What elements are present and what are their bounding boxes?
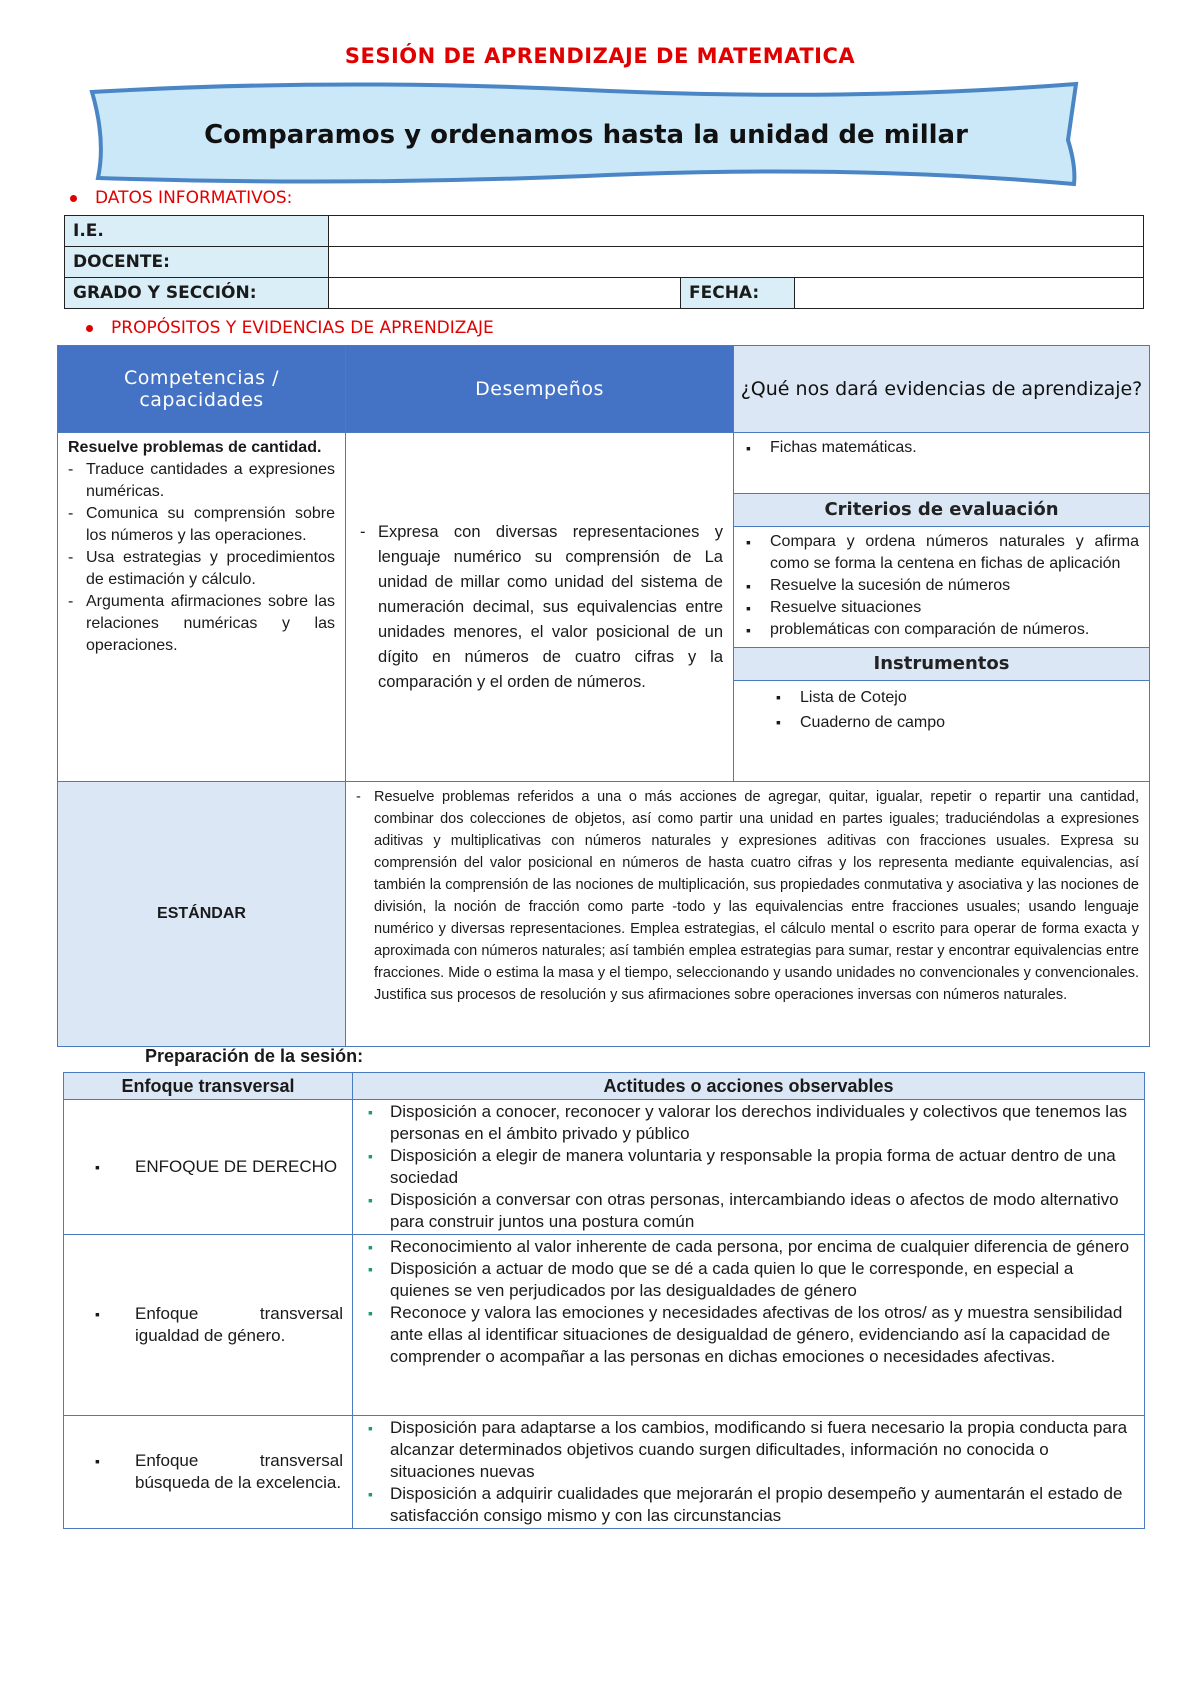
enfoque-row-3	[64, 1416, 353, 1529]
propositos-heading-label: PROPÓSITOS Y EVIDENCIAS DE APRENDIZAJE	[111, 318, 494, 338]
evidencia-block	[734, 433, 1149, 493]
list-item: ▪ problemáticas con comparación de números.	[744, 619, 1139, 641]
header-evidencias: ¿Qué nos dará evidencias de aprendizaje?	[734, 346, 1150, 433]
enfoque-row-1	[64, 1100, 353, 1235]
datos-heading-label: DATOS INFORMATIVOS:	[95, 188, 293, 208]
list-item: ▪ Compara y ordena números naturales y afirma como se forma la centena en fichas de aplicación	[744, 531, 1139, 575]
actitudes-cell	[353, 1416, 1145, 1529]
evidencia-list	[744, 437, 1139, 459]
bullet-icon	[70, 195, 77, 202]
enfoques-table	[63, 1072, 1145, 1529]
list-item: - Traduce cantidades a expresiones numéricas.	[68, 459, 335, 503]
list-item: ▪ Reconocimiento al valor inherente de cada persona, por encima de cualquier diferencia de género	[354, 1236, 1135, 1258]
grado-label: GRADO Y SECCIÓN:	[65, 278, 329, 309]
header-desempenos: Desempeños	[346, 346, 734, 433]
estandar-list	[356, 786, 1139, 1006]
list-item: ▪ Resuelve situaciones	[744, 597, 1139, 619]
ie-value[interactable]	[329, 216, 1144, 247]
bullet-icon: ▪	[95, 1453, 100, 1469]
desempeno-text: - Expresa con diversas representaciones y lenguaje numérico su comprensión de La unidad de millar como unidad del sistema de numeración decimal, sus equivalencias entre unidades menores, el valor posicional de un dígito en números de cuatro cifras y la comparación y el orden de números.	[360, 520, 723, 695]
competencias-table	[57, 345, 1150, 1047]
docente-value[interactable]	[329, 247, 1144, 278]
bullet-icon: ▪	[95, 1306, 100, 1322]
list-item: ▪ Disposición a conocer, reconocer y valorar los derechos individuales y colectivos que tenemos las personas en el ámbito privado y público	[354, 1101, 1135, 1145]
estandar-cell	[346, 782, 1150, 1047]
list-item: - Comunica su comprensión sobre los números y las operaciones.	[68, 503, 335, 547]
header-actitudes: Actitudes o acciones observables	[353, 1073, 1145, 1100]
criterios-list	[744, 531, 1139, 641]
header-enfoque: Enfoque transversal	[64, 1073, 353, 1100]
list-item: ▪ Disposición a actuar de modo que se dé a cada quien lo que le corresponde, en especial a quienes se ven perjudicados por las desigualdades de género	[354, 1258, 1135, 1302]
criterios-block	[734, 527, 1149, 647]
competencia-title: Resuelve problemas de cantidad.	[68, 439, 322, 456]
actitudes-list	[354, 1101, 1143, 1233]
evidencias-cell	[734, 433, 1150, 782]
instrumentos-block	[734, 681, 1149, 737]
list-item: - Argumenta afirmaciones sobre las relaciones numéricas y las operaciones.	[68, 591, 335, 657]
propositos-heading	[86, 318, 494, 338]
estandar-label: ESTÁNDAR	[58, 782, 346, 1047]
list-item: ▪ Fichas matemáticas.	[744, 437, 1139, 459]
actitudes-cell	[353, 1235, 1145, 1416]
datos-table	[64, 215, 1144, 309]
criterios-heading: Criterios de evaluación	[734, 493, 1149, 527]
instrumentos-list	[774, 685, 1139, 735]
fecha-value[interactable]	[795, 278, 1144, 309]
list-item: ▪ Reconoce y valora las emociones y necesidades afectivas de los otros/ as y muestra sensibilidad ante ellas al identificar situaciones de desigualdad de género, evidenciando así la capacidad de comprender o acompañar a las personas en dichas emociones o necesidades afectivas.	[354, 1302, 1135, 1368]
competencia-cell	[58, 433, 346, 782]
list-item: - Usa estrategias y procedimientos de estimación y cálculo.	[68, 547, 335, 591]
list-item: ▪ Disposición a elegir de manera voluntaria y responsable la propia forma de actuar dentro de una sociedad	[354, 1145, 1135, 1189]
session-topic: Comparamos y ordenamos hasta la unidad de millar	[204, 120, 968, 150]
capacidades-list	[68, 459, 335, 657]
list-item: ▪ Disposición para adaptarse a los cambios, modificando si fuera necesario la propia conducta para alcanzar determinados objetivos cuando surgen dificultades, información no conocida o situaciones nuevas	[354, 1417, 1135, 1483]
list-item: ▪ Lista de Cotejo	[774, 685, 1139, 710]
title-banner	[86, 80, 1086, 190]
list-item: ▪ Disposición a adquirir cualidades que mejorarán el propio desempeño y aumentarán el estado de satisfacción consigo mismo y con las circunstancias	[354, 1483, 1135, 1527]
enfoque-row-2	[64, 1235, 353, 1416]
desempeno-list	[360, 520, 723, 695]
grado-value[interactable]	[329, 278, 681, 309]
bullet-icon	[86, 325, 93, 332]
list-item: ▪ Cuaderno de campo	[774, 710, 1139, 735]
bullet-icon: ▪	[95, 1159, 100, 1175]
enfoque-name: Enfoque transversal igualdad de género.	[135, 1304, 343, 1345]
desempeno-cell	[346, 433, 734, 782]
list-item: ▪ Resuelve la sucesión de números	[744, 575, 1139, 597]
ie-label: I.E.	[65, 216, 329, 247]
docente-label: DOCENTE:	[65, 247, 329, 278]
actitudes-list	[354, 1236, 1143, 1368]
page-title: SESIÓN DE APRENDIZAJE DE MATEMATICA	[344, 44, 856, 68]
header-competencias: Competencias / capacidades	[58, 346, 346, 433]
actitudes-list	[354, 1417, 1143, 1527]
preparacion-title: Preparación de la sesión:	[145, 1046, 364, 1066]
instrumentos-heading: Instrumentos	[734, 647, 1149, 681]
list-item: ▪ Disposición a conversar con otras personas, intercambiando ideas o afectos de modo alternativo para construir juntos una postura común	[354, 1189, 1135, 1233]
datos-heading	[70, 188, 292, 208]
fecha-label: FECHA:	[681, 278, 795, 309]
enfoque-name: Enfoque transversal búsqueda de la excelencia.	[135, 1451, 343, 1492]
actitudes-cell	[353, 1100, 1145, 1235]
enfoque-name: ENFOQUE DE DERECHO	[135, 1157, 338, 1176]
estandar-text: - Resuelve problemas referidos a una o más acciones de agregar, quitar, igualar, repetir o repartir una cantidad, combinar dos colecciones de objetos, así como partir una unidad en partes iguales; traduciéndolas a expresiones aditivas y multiplicativas con números naturales y expresiones aditivas con fracciones usuales. Expresa su comprensión del valor posicional en números de hasta cuatro cifras y los representa mediante equivalencias, así también la comprensión de las nociones de multiplicación, sus propiedades conmutativa y asociativa y las nociones de división, la noción de fracción como parte -todo y las equivalencias entre fracciones usuales; usando lenguaje numérico y diversas representaciones. Emplea estrategias, el cálculo mental o escrito para operar de forma exacta y aproximada con números naturales; así también emplea estrategias para sumar, restar y encontrar equivalencias entre fracciones. Mide o estima la masa y el tiempo, seleccionando y usando unidades no convencionales y convencionales. Justifica sus procesos de resolución y sus afirmaciones sobre operaciones inversas con números naturales.	[356, 786, 1139, 1006]
